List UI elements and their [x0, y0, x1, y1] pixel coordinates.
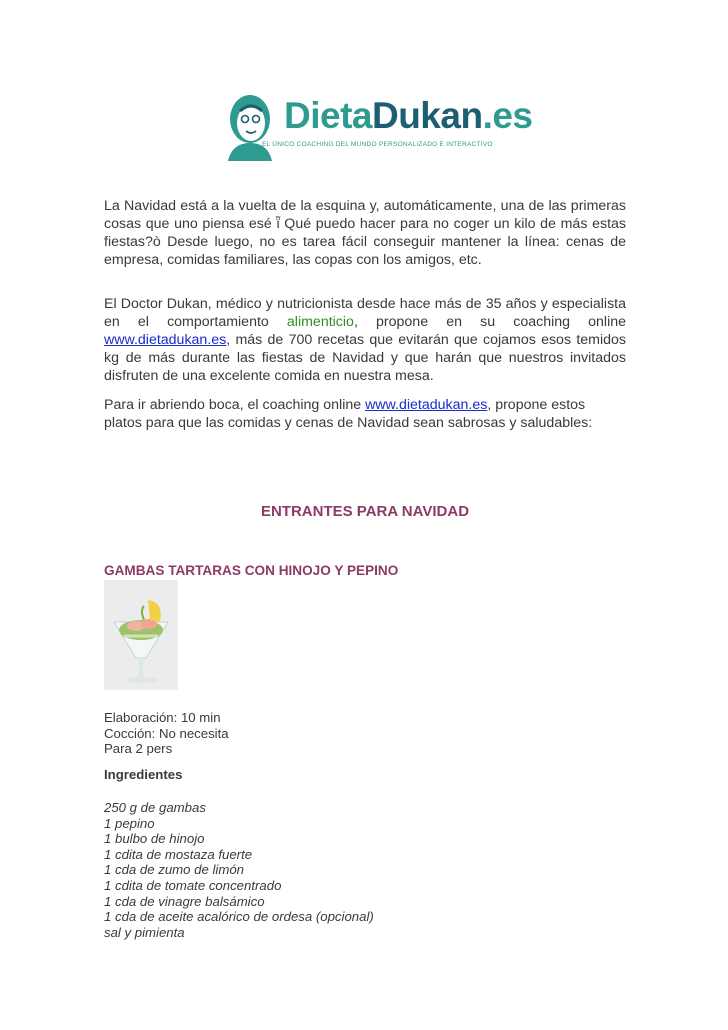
- logo-word-es: .es: [482, 95, 533, 136]
- doctor-paragraph: [104, 295, 626, 385]
- coaching-paragraph-text-1: Para ir abriendo boca, el coaching online: [104, 397, 366, 413]
- section-title: ENTRANTES PARA NAVIDAD: [260, 503, 470, 520]
- ingredients-list: [104, 800, 374, 940]
- doctor-paragraph-text-1: El Doctor Dukan, médico y nutricionista desde hace más de 35 años y especialista en el comportamiento: [104, 296, 626, 330]
- dietadukan-link-2[interactable]: www.dietadukan.es: [365, 397, 488, 413]
- doctor-paragraph-text-3: , más de 700 recetas que evitarán que cojamos esos temidos kg de más durante las fiestas de Navidad y que harán que nuestros invitados disfruten de una excelente comida en nuestra mesa.: [104, 332, 626, 384]
- logo-word-dieta: Dieta: [284, 95, 372, 136]
- doctor-portrait-icon: [220, 85, 280, 161]
- ingredient-item: 1 cdita de tomate concentrado: [104, 877, 282, 893]
- recipe-title: GAMBAS TARTARAS CON HINOJO Y PEPINO: [104, 563, 399, 578]
- coaching-paragraph-text-2: , propone estos platos para que las comidas y cenas de Navidad sean sabrosas y saludables:: [104, 397, 593, 431]
- shrimp-cocktail-photo: [104, 580, 178, 690]
- logo-word-dukan: Dukan: [371, 95, 483, 136]
- ingredient-item: 1 pepino: [104, 815, 155, 831]
- dietadukan-logo: [220, 85, 533, 163]
- ingredient-item: 1 cda de zumo de limón: [104, 862, 245, 878]
- ingredient-item: 1 cda de aceite acalórico de ordesa (opcional): [104, 909, 374, 925]
- ingredient-item: 250 g de gambas: [104, 800, 206, 815]
- highlight-alimenticio: alimenticio: [286, 314, 354, 330]
- recipe-servings: Para 2 pers: [104, 741, 173, 756]
- ingredient-item: sal y pimienta: [104, 924, 185, 940]
- recipe-cook-time: Cocción: No necesita: [104, 726, 229, 741]
- logo-tagline: EL ÚNICO COACHING DEL MUNDO PERSONALIZADO E INTERACTIVO: [262, 141, 493, 148]
- recipe-prep-time: Elaboración: 10 min: [104, 710, 221, 725]
- ingredients-heading: Ingredientes: [104, 767, 183, 782]
- dietadukan-link[interactable]: www.dietadukan.es: [104, 332, 227, 348]
- doctor-paragraph-text-2: , propone en su coaching online: [353, 314, 627, 330]
- coaching-paragraph: [104, 396, 626, 432]
- ingredient-item: 1 cdita de mostaza fuerte: [104, 846, 253, 862]
- ingredient-item: 1 bulbo de hinojo: [104, 831, 205, 847]
- intro-paragraph: La Navidad está a la vuelta de la esquina y, automáticamente, una de las primeras cosas que uno piensa esé ῗ Qué puedo hacer para no coger un kilo de más estas fiestas?ò Desde luego, no es tarea fácil conseguir mantener la línea: cenas de empresa, comidas familiares, las copas con los amigos, etc.: [104, 198, 626, 268]
- ingredient-item: 1 cda de vinagre balsámico: [104, 893, 265, 909]
- logo-wordmark: [284, 95, 533, 137]
